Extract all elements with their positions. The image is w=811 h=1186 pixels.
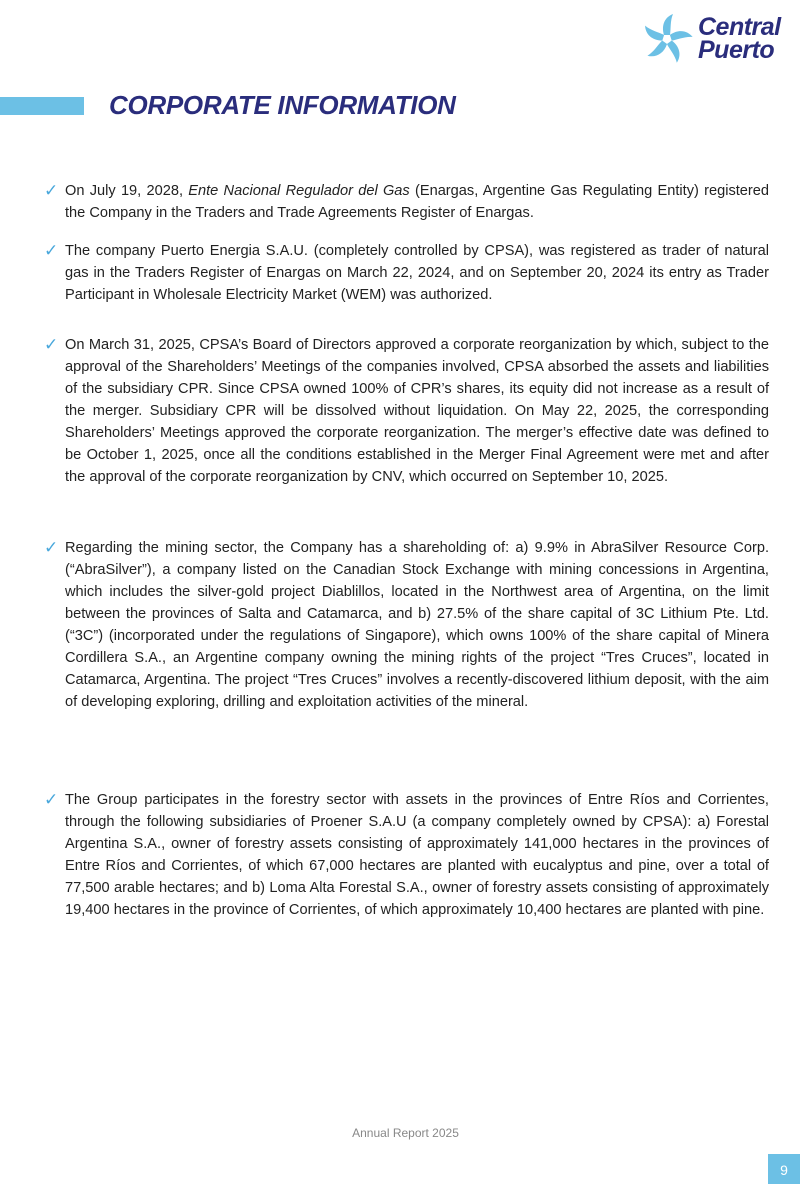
list-item (44, 334, 769, 488)
check-icon: ✓ (44, 181, 59, 200)
text: On July 19, 2028, (65, 183, 189, 199)
check-icon: ✓ (44, 538, 59, 557)
check-icon: ✓ (44, 335, 59, 354)
paragraph: The Group participates in the forestry sector with assets in the provinces of Entre Ríos and Corrientes, through the following subsidiaries of Proener S.A.U (a company completely owned by CPSA): a) Forestal Argentina S.A., owner of forestry assets consisting of approximately 141,000 hectares in the provinces of Entre Ríos and Corrientes, of which 67,000 hectares are planted with eucalyptus and pine, over a total of 77,500 arable hectares; and b) Loma Alta Forestal S.A., owner of forestry assets consisting of approximately 19,400 hectares in the province of Corrientes, of which approximately 10,400 hectares are planted with pine. (65, 792, 769, 918)
footer-text: Annual Report 2025 (352, 1126, 459, 1140)
pinwheel-logo-icon (640, 12, 694, 66)
paragraph: On March 31, 2025, CPSA’s Board of Directors approved a corporate reorganization by which, subject to the approval of the Shareholders’ Meetings of the companies involved, CPSA absorbed the assets and liabilities of the subsidiary CPR. Since CPSA owned 100% of CPR’s shares, its equity did not increase as a result of the merger. Subsidiary CPR will be dissolved without liquidation. On May 22, 2025, the corresponding Shareholders’ Meetings approved the corporate reorganization. The merger’s effective date was defined to be October 1, 2025, once all the conditions established in the Merger Final Agreement were met and after the approval of the corporate reorganization by CNV, which occurred on September 10, 2025. (65, 337, 769, 485)
paragraph: Regarding the mining sector, the Company has a shareholding of: a) 9.9% in AbraSilver Resource Corp. (“AbraSilver”), a company listed on the Canadian Stock Exchange with mining concessions in Argentina, which includes the silver-gold project Diablillos, located in the Northwest area of Argentina, on the limit between the provinces of Salta and Catamarca, and b) 27.5% of the share capital of 3C Lithium Pte. Ltd. (“3C”) (incorporated under the regulations of Singapore), which owns 100% of the share capital of Minera Cordillera S.A., an Argentine company owning the mining rights of the project “Tres Cruces”, located in Catamarca, Argentina. The project “Tres Cruces” involves a recently-discovered lithium deposit, with the aim of developing exploring, drilling and exploitation activities of the mineral. (65, 540, 769, 710)
list-item (44, 789, 769, 921)
paragraph (65, 180, 769, 224)
logo-line-2: Puerto (698, 36, 775, 64)
logo-line-1: Central (698, 13, 781, 41)
check-icon: ✓ (44, 241, 59, 260)
title-accent-bar (0, 97, 84, 115)
text: (Enargas, Argentine Gas Regulating Entity) registered the Company in the Traders and Trade Agreements Register of Enargas. (65, 183, 770, 221)
logo-text (698, 13, 781, 64)
page-number: 9 (768, 1154, 800, 1184)
page-title: CORPORATE INFORMATION (109, 90, 456, 120)
check-icon: ✓ (44, 790, 59, 809)
list-item (44, 240, 769, 306)
list-item (44, 537, 769, 713)
italic-text: Ente Nacional Regulador del Gas (188, 183, 410, 199)
paragraph: The company Puerto Energia S.A.U. (completely controlled by CPSA), was registered as trader of natural gas in the Traders Register of Enargas on March 22, 2024, and on September 20, 2024 its entry as Trader Participant in Wholesale Electricity Market (WEM) was authorized. (65, 243, 769, 303)
central-puerto-logo (640, 8, 805, 70)
list-item (44, 180, 769, 224)
